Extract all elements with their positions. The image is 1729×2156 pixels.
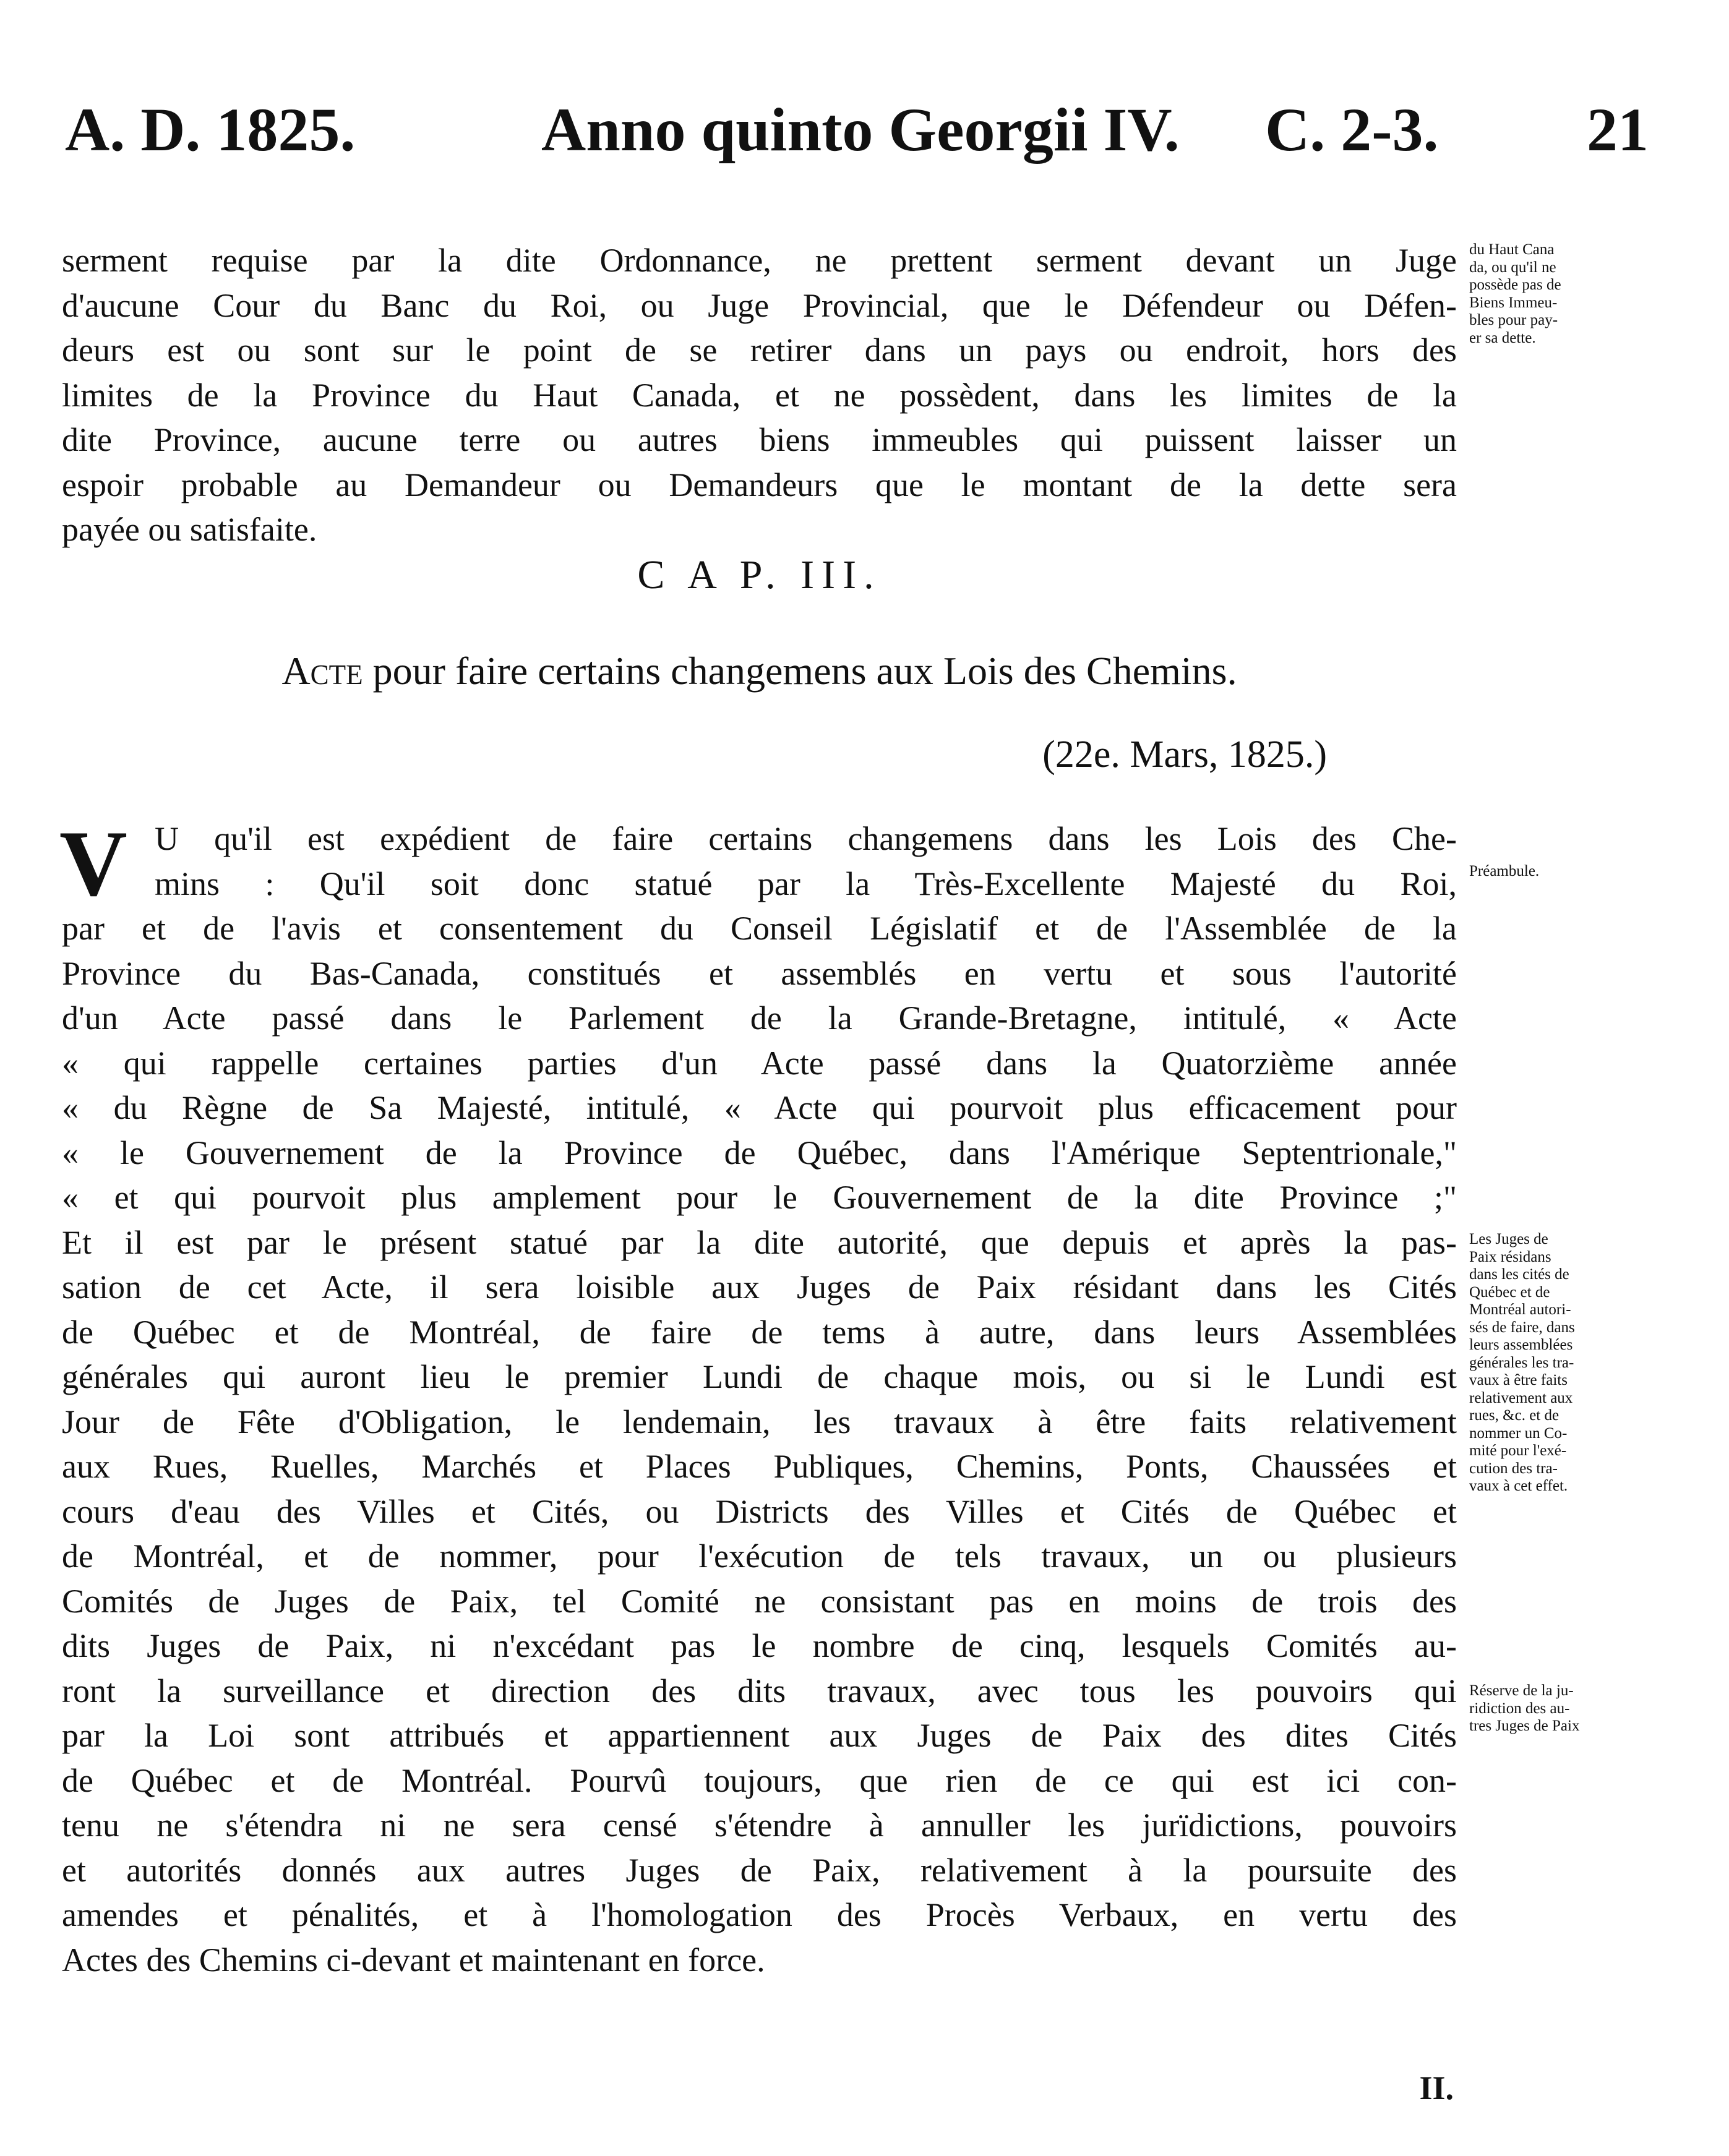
margin-note-line: Montréal autori- [1469, 1301, 1571, 1318]
margin-note-line: Les Juges de [1469, 1231, 1548, 1247]
margin-note-line: er sa dette. [1469, 329, 1536, 346]
margin-note-line: nommer un Co- [1469, 1424, 1568, 1442]
catchword: II. [1419, 2069, 1454, 2107]
header-chapter: C. 2-3. [1265, 95, 1439, 164]
margin-note-line: vaux à cet effet. [1469, 1478, 1568, 1494]
act-title [62, 646, 1457, 696]
margin-note-line: Québec et de [1469, 1283, 1550, 1301]
margin-note-line: da, ou qu'il ne [1469, 259, 1556, 276]
text-line: Jour de Fête d'Obligation, le lendemain, les travaux à être faits relativement [62, 1403, 1457, 1440]
text-line: Comités de Juges de Paix, tel Comité ne consistant pas en moins de trois des [62, 1582, 1457, 1620]
text-line: « le Gouvernement de la Province de Québec, dans l'Amérique Septentrionale," [62, 1134, 1457, 1171]
margin-note-line: leurs assemblées [1469, 1337, 1573, 1353]
text-line: payée ou satisfaite. [62, 511, 317, 548]
text-line: « qui rappelle certaines parties d'un Acte passé dans la Quatorzième année [62, 1044, 1457, 1082]
text-line: par la Loi sont attribués et appartiennent aux Juges de Paix des dites Cités [62, 1717, 1457, 1754]
margin-note-line: ridiction des au- [1469, 1700, 1570, 1717]
text-line: ront la surveillance et direction des dits travaux, avec tous les pouvoirs qui [62, 1672, 1457, 1709]
text-line: limites de la Province du Haut Canada, et ne possèdent, dans les limites de la [62, 376, 1457, 414]
text-line: U qu'il est expédient de faire certains changemens dans les Lois des Che- [155, 820, 1457, 857]
act-title-lead: Acte [281, 649, 363, 693]
margin-note-line: du Haut Cana [1469, 241, 1555, 258]
margin-note-reservation [1469, 1682, 1655, 1735]
preamble-paragraph [59, 811, 1457, 1982]
margin-note-line: générales les tra- [1469, 1354, 1574, 1371]
margin-note-line: tres Juges de Paix [1469, 1718, 1580, 1734]
text-line: mins : Qu'il soit donc statué par la Très-Excellente Majesté du Roi, [155, 865, 1457, 902]
text-line: générales qui auront lieu le premier Lundi de chaque mois, ou si le Lundi est [62, 1358, 1457, 1395]
text-line: d'aucune Cour du Banc du Roi, ou Juge Provincial, que le Défendeur ou Défen- [62, 286, 1457, 324]
text-line: deurs est ou sont sur le point de se retirer dans un pays ou endroit, hors des [62, 332, 1457, 369]
text-line: par et de l'avis et consentement du Conseil Législatif et de l'Assemblée de la [62, 910, 1457, 947]
act-date: (22e. Mars, 1825.) [1042, 734, 1327, 776]
margin-note-preamble [1469, 863, 1655, 881]
text-line: cours d'eau des Villes et Cités, ou Districts des Villes et Cités de Québec et [62, 1492, 1457, 1530]
text-line: « et qui pourvoit plus amplement pour le Gouvernement de la dite Province ;" [62, 1179, 1457, 1216]
chapter-heading: C A P. III. [637, 552, 882, 597]
text-line: de Québec et de Montréal. Pourvû toujours, que rien de ce qui est ici con- [62, 1761, 1457, 1799]
margin-note-line: Préambule. [1469, 863, 1540, 879]
header-regnal-title: Anno quinto Georgii IV. [541, 95, 1180, 164]
margin-note-line: possède pas de [1469, 276, 1561, 293]
margin-note-debtor [1469, 241, 1655, 347]
page-number: 21 [1587, 95, 1649, 164]
text-line: sation de cet Acte, il sera loisible aux Juges de Paix résidant dans les Cités [62, 1268, 1457, 1306]
text-line: Province du Bas-Canada, constitués et assemblés en vertu et sous l'autorité [62, 954, 1457, 992]
text-line: tenu ne s'étendra ni ne sera censé s'étendre à annuller les jurïdictions, pouvoirs [62, 1807, 1457, 1844]
text-line: dite Province, aucune terre ou autres biens immeubles qui puissent laisser un [62, 421, 1457, 458]
continued-paragraph [62, 238, 1457, 552]
text-line: dits Juges de Paix, ni n'excédant pas le nombre de cinq, lesquels Comités au- [62, 1627, 1457, 1664]
text-line: de Montréal, et de nommer, pour l'exécution de tels travaux, un ou plusieurs [62, 1538, 1457, 1575]
drop-cap: V [59, 811, 127, 915]
text-line: espoir probable au Demandeur ou Demandeurs que le montant de la dette sera [62, 466, 1457, 503]
text-line: serment requise par la dite Ordonnance, ne prettent serment devant un Juge [62, 242, 1457, 279]
text-line: Actes des Chemins ci-devant et maintenant en force. [62, 1941, 765, 1978]
margin-note-line: mité pour l'exé- [1469, 1442, 1567, 1459]
header-year: A. D. 1825. [65, 95, 356, 164]
text-line: et autorités donnés aux autres Juges de Paix, relativement à la poursuite des [62, 1851, 1457, 1889]
text-line: aux Rues, Ruelles, Marchés et Places Publiques, Chemins, Ponts, Chaussées et [62, 1448, 1457, 1485]
margin-note-line: vaux à être faits [1469, 1372, 1568, 1388]
margin-note-line: Biens Immeu- [1469, 294, 1558, 311]
margin-note-line: Réserve de la ju- [1469, 1682, 1574, 1699]
text-line: Et il est par le présent statué par la dite autorité, que depuis et après la pas- [62, 1223, 1457, 1261]
margin-note-line: Paix résidans [1469, 1248, 1551, 1265]
text-line: « du Règne de Sa Majesté, intitulé, « Acte qui pourvoit plus efficacement pour [62, 1089, 1457, 1126]
margin-note-line: rues, &c. et de [1469, 1407, 1560, 1424]
margin-note-line: sés de faire, dans [1469, 1319, 1575, 1336]
margin-note-line: dans les cités de [1469, 1266, 1569, 1283]
margin-note-justices [1469, 1231, 1655, 1495]
text-line: d'un Acte passé dans le Parlement de la Grande-Bretagne, intitulé, « Acte [62, 999, 1457, 1037]
margin-note-line: relativement aux [1469, 1389, 1573, 1406]
margin-note-line: cution des tra- [1469, 1460, 1558, 1477]
act-title-rest: pour faire certains changemens aux Lois des Chemins. [372, 649, 1237, 693]
text-line: de Québec et de Montréal, de faire de tems à autre, dans leurs Assemblées [62, 1313, 1457, 1351]
margin-note-line: bles pour pay- [1469, 312, 1558, 328]
running-header [65, 93, 1649, 167]
text-line: amendes et pénalités, et à l'homologation des Procès Verbaux, en vertu des [62, 1896, 1457, 1933]
